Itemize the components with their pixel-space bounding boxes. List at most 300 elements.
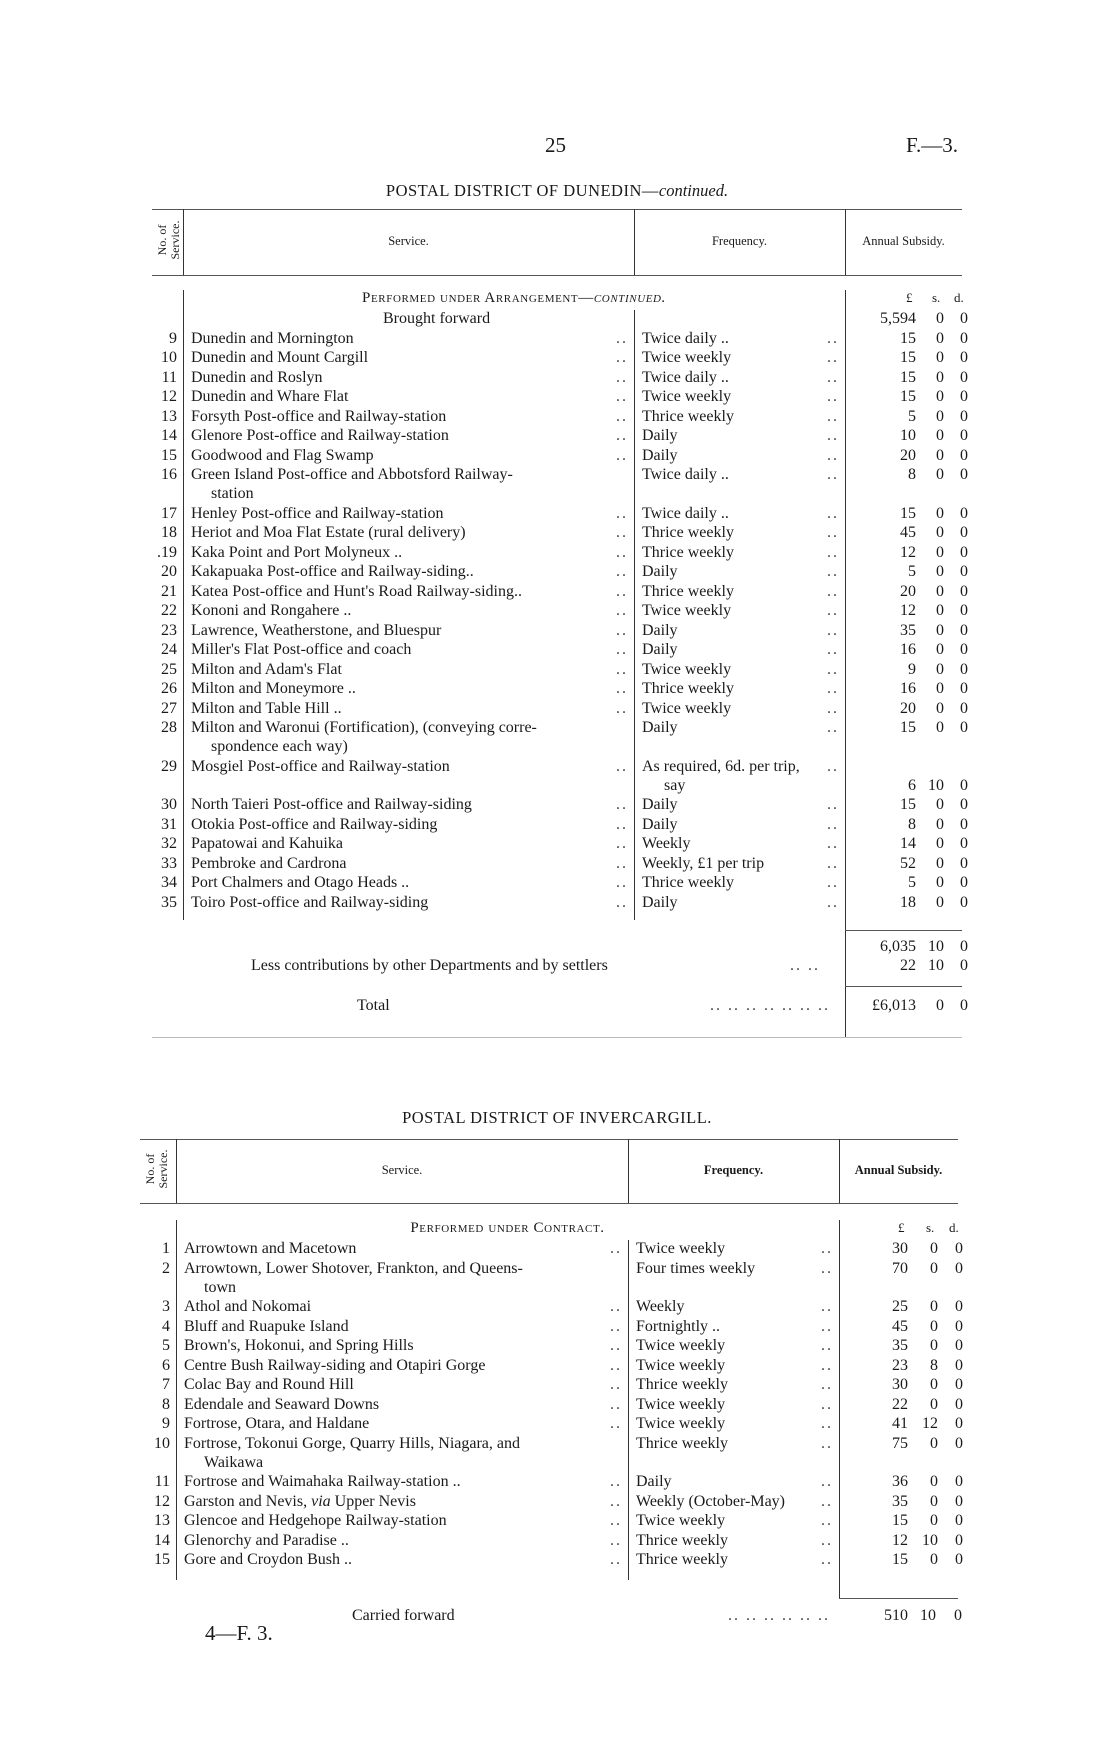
frequency: Twice weekly — [642, 699, 732, 717]
total-rule — [845, 986, 962, 987]
currency-shillings: s. — [926, 1220, 935, 1235]
header-annual-subsidy: Annual Subsidy. — [862, 234, 945, 248]
subsidy-shillings: 8 — [930, 1356, 938, 1374]
leader-dots: .. — [827, 893, 839, 911]
subsidy-shillings: 0 — [936, 563, 944, 580]
column-divider — [176, 1220, 177, 1580]
leader-dots: .. — [616, 582, 628, 600]
leader-dots: .. — [821, 1492, 833, 1510]
leader-dots: .. — [827, 796, 839, 813]
subsidy-shillings: 0 — [936, 466, 944, 483]
subsidy-pounds: 5 — [908, 407, 916, 425]
subsidy-pence: 0 — [955, 1337, 963, 1354]
header-service: Service. — [388, 234, 429, 248]
subsidy-pence: 0 — [955, 1259, 963, 1277]
subsidy-pence: 0 — [960, 660, 968, 678]
service-name — [184, 1493, 416, 1511]
frequency: Four times weekly — [636, 1259, 756, 1277]
service-name — [184, 1260, 523, 1278]
subsidy-pence: 0 — [960, 854, 968, 872]
service-name-text: Kaka Point and Port Molyneux .. — [191, 543, 403, 561]
service-name-continued: town — [204, 1278, 236, 1296]
service-name-text: Papatowai and Kahuika — [191, 835, 343, 852]
service-name-text: Kononi and Rongahere .. — [191, 602, 352, 619]
leader-dots: .. — [827, 388, 839, 405]
subsidy-pounds: 15 — [900, 719, 916, 736]
service-number: 12 — [154, 1492, 170, 1510]
subsidy-shillings: 0 — [930, 1337, 938, 1354]
leader-dots: .. — [610, 1512, 622, 1529]
section-subheading — [183, 290, 845, 307]
leader-dots: .. — [827, 680, 839, 697]
frequency: Twice daily .. — [642, 466, 729, 483]
frequency: Twice daily .. — [642, 368, 729, 386]
leader-dots: .. — [616, 602, 628, 619]
subsidy-pounds: 52 — [900, 854, 916, 872]
service-name-text: Kakapuaka Post-office and Railway-siding.. — [191, 563, 474, 580]
service-name-text: Arrowtown and Macetown — [184, 1240, 357, 1257]
subsidy-pounds: 25 — [892, 1298, 908, 1315]
subsidy-pence: 0 — [955, 1531, 963, 1549]
leader-dots: .. — [827, 466, 839, 483]
header-service: Service. — [381, 1163, 423, 1177]
subsidy-pounds: 70 — [892, 1259, 908, 1277]
subsidy-shillings: 0 — [930, 1492, 938, 1510]
subsidy-shillings: 0 — [936, 815, 944, 833]
frequency: Daily — [636, 1473, 672, 1490]
leader-dots: .. — [616, 563, 628, 580]
service-number: 23 — [161, 621, 177, 639]
service-number: 24 — [161, 641, 177, 658]
service-number: 22 — [161, 602, 177, 619]
frequency: Weekly (October-May) — [636, 1492, 785, 1510]
service-name — [191, 874, 409, 892]
frequency: As required, 6d. per trip, — [642, 757, 800, 775]
leader-dots: .. — [821, 1240, 833, 1257]
subsidy-pence: 0 — [955, 1551, 963, 1568]
frequency: Daily — [642, 446, 678, 464]
leader-dots: .. — [610, 1356, 622, 1374]
service-number: 15 — [161, 446, 177, 464]
service-name-text: Pembroke and Cardrona — [191, 854, 347, 872]
leader-dots: .. — [821, 1512, 833, 1529]
service-name-text: Edendale and Seaward Downs — [184, 1395, 380, 1413]
service-name-text: Miller's Flat Post-office and coach — [191, 641, 412, 658]
subsidy-pounds: 15 — [900, 504, 916, 522]
subsidy-shillings: 0 — [936, 329, 944, 347]
subsidy-shillings: 0 — [936, 835, 944, 852]
service-name-text: Colac Bay and Round Hill — [184, 1376, 354, 1393]
leader-dots: .. — [610, 1298, 622, 1315]
subsidy-pence: 0 — [955, 1395, 963, 1413]
less-contributions-shillings: 10 — [928, 957, 944, 974]
service-number: .19 — [157, 543, 177, 561]
frequency: Twice daily .. — [642, 504, 729, 522]
frequency-continued: say — [664, 776, 686, 794]
column-divider — [845, 290, 846, 1037]
frequency: Thrice weekly — [642, 543, 734, 561]
service-number: 7 — [162, 1376, 170, 1393]
subsidy-pounds: 15 — [900, 796, 916, 813]
subsidy-pence: 0 — [960, 776, 968, 794]
subsidy-pounds: 30 — [892, 1376, 908, 1393]
leader-dots: .. — [616, 660, 628, 678]
subsidy-pounds: 12 — [892, 1531, 908, 1549]
service-name — [184, 1376, 354, 1394]
service-number: 9 — [162, 1415, 170, 1432]
service-name — [184, 1473, 461, 1491]
service-name-italic: via — [311, 1492, 331, 1510]
subsidy-shillings: 0 — [936, 543, 944, 561]
carried-forward-shillings: 10 — [920, 1607, 936, 1624]
service-name-text: Henley Post-office and Railway-station — [191, 504, 444, 522]
service-name-text: Dunedin and Roslyn — [191, 368, 323, 386]
service-name — [191, 894, 428, 912]
brought-forward-shillings: 0 — [936, 310, 944, 327]
subsidy-pence: 0 — [960, 621, 968, 639]
leader-dots: .. — [821, 1298, 833, 1315]
subsidy-pence: 0 — [960, 329, 968, 347]
subsidy-pounds: 30 — [892, 1240, 908, 1257]
frequency: Twice weekly — [642, 660, 732, 678]
subsidy-shillings: 0 — [936, 699, 944, 717]
leader-dots: .. — [827, 524, 839, 541]
leader-dots: .. — [821, 1434, 833, 1452]
subsidy-pence: 0 — [960, 349, 968, 366]
service-number: 4 — [162, 1317, 170, 1335]
frequency: Twice weekly — [636, 1240, 726, 1257]
frequency: Daily — [642, 796, 678, 813]
service-name — [184, 1240, 356, 1258]
section-title-invercargill: POSTAL DISTRICT OF INVERCARGILL. — [402, 1108, 712, 1127]
leader-dots: .. — [616, 680, 628, 697]
service-name-text: Glenore Post-office and Railway-station — [191, 427, 449, 444]
subsidy-shillings: 0 — [936, 582, 944, 600]
service-name-text: Fortrose, Tokonui Gorge, Quarry Hills, Niagara, and — [184, 1434, 520, 1452]
leader-dots: .. — [616, 893, 628, 911]
table-rule-bottom — [152, 1037, 962, 1038]
service-number: 18 — [161, 524, 177, 541]
header-annual-subsidy: Annual Subsidy. — [854, 1163, 943, 1177]
section-subheading — [176, 1220, 839, 1237]
less-contributions-pounds: 22 — [900, 957, 916, 974]
service-number: 13 — [161, 407, 177, 425]
brought-forward-pence: 0 — [960, 310, 968, 327]
service-name-text: Centre Bush Railway-siding and Otapiri Gorge — [184, 1356, 486, 1374]
subsidy-pounds: 20 — [900, 446, 916, 464]
leader-dots: .. — [610, 1415, 622, 1432]
subsidy-pence: 0 — [955, 1376, 963, 1393]
subsidy-shillings: 0 — [936, 854, 944, 872]
frequency: Weekly, £1 per trip — [642, 854, 765, 872]
subsidy-shillings: 0 — [936, 641, 944, 658]
currency-pence: d. — [954, 290, 964, 305]
service-name-text: Dunedin and Mornington — [191, 329, 354, 347]
service-number: 16 — [161, 466, 177, 483]
leader-dots: .. — [827, 641, 839, 658]
table-rule-header — [140, 1203, 958, 1204]
subsidy-pounds: 12 — [900, 543, 916, 561]
subsidy-pounds: 20 — [900, 699, 916, 717]
leader-dots: .. — [827, 349, 839, 366]
subsidy-pounds: 41 — [892, 1415, 908, 1432]
leader-dots: .. — [827, 602, 839, 619]
subheading-text: Performed under Arrangement— — [362, 290, 594, 306]
table-rule-top — [140, 1139, 958, 1140]
service-name-text: Garston and Nevis, — [184, 1492, 312, 1510]
subsidy-shillings: 0 — [936, 446, 944, 464]
column-divider — [183, 290, 184, 920]
service-number: 8 — [162, 1395, 170, 1413]
leader-dots: .. — [821, 1415, 833, 1432]
frequency: Twice weekly — [636, 1395, 726, 1413]
subsidy-shillings: 0 — [936, 349, 944, 366]
frequency: Twice weekly — [642, 388, 732, 405]
service-name — [191, 719, 537, 737]
leader-dots: .. .. .. .. .. .. — [728, 1607, 830, 1624]
leader-dots: .. — [616, 407, 628, 425]
service-name-text: Forsyth Post-office and Railway-station — [191, 407, 447, 425]
leader-dots: .. — [616, 854, 628, 872]
frequency: Thrice weekly — [636, 1531, 728, 1549]
subsidy-pounds: 12 — [900, 602, 916, 619]
service-number: 6 — [162, 1356, 170, 1374]
subsidy-pounds: 15 — [900, 388, 916, 405]
subsidy-pence: 0 — [955, 1492, 963, 1510]
subsidy-shillings: 0 — [936, 796, 944, 813]
subsidy-pence: 0 — [960, 893, 968, 911]
leader-dots: .. — [827, 582, 839, 600]
brought-forward-label: Brought forward — [383, 310, 491, 327]
subsidy-pence: 0 — [960, 719, 968, 736]
frequency: Daily — [642, 815, 678, 833]
currency-pounds: £ — [906, 290, 913, 305]
section-title-dunedin: POSTAL DISTRICT OF DUNEDIN—continued. — [385, 181, 729, 200]
service-name — [191, 447, 374, 465]
leader-dots: .. — [821, 1531, 833, 1549]
frequency: Thrice weekly — [636, 1376, 728, 1393]
leader-dots: .. — [616, 699, 628, 717]
service-number: 14 — [161, 427, 177, 444]
subsidy-pounds: 15 — [900, 368, 916, 386]
service-name — [184, 1396, 379, 1414]
leader-dots: .. — [827, 757, 839, 775]
frequency: Daily — [642, 621, 678, 639]
subsidy-shillings: 10 — [922, 1531, 938, 1549]
service-name-text: Glenorchy and Paradise .. — [184, 1531, 349, 1549]
service-name — [184, 1318, 349, 1336]
subsidy-shillings: 12 — [922, 1415, 938, 1432]
subsidy-shillings: 0 — [936, 524, 944, 541]
subsidy-shillings: 0 — [930, 1512, 938, 1529]
service-number: 30 — [161, 796, 177, 813]
service-name — [191, 758, 450, 776]
service-name — [184, 1415, 369, 1433]
page-number: 25 — [545, 133, 566, 157]
subsidy-pence: 0 — [960, 504, 968, 522]
subsidy-shillings: 0 — [936, 621, 944, 639]
subheading-text: Performed under Contract. — [410, 1220, 605, 1236]
service-name-text: Bluff and Ruapuke Island — [184, 1317, 349, 1335]
leader-dots: .. — [827, 719, 839, 736]
service-name-text: Dunedin and Mount Cargill — [191, 349, 369, 366]
subsidy-pounds: 75 — [892, 1434, 908, 1452]
subsidy-pence: 0 — [955, 1473, 963, 1490]
subsidy-shillings: 0 — [936, 660, 944, 678]
service-number: 17 — [161, 504, 177, 522]
leader-dots: .. — [821, 1337, 833, 1354]
service-name-text: Green Island Post-office and Abbotsford Railway- — [191, 466, 513, 483]
subtotal-pounds: 6,035 — [880, 938, 916, 955]
service-name — [184, 1298, 311, 1316]
subtotal-pence: 0 — [960, 938, 968, 955]
service-number: 3 — [162, 1298, 170, 1315]
service-name-text: Brown's, Hokonui, and Spring Hills — [184, 1337, 414, 1354]
subsidy-pounds: 23 — [892, 1356, 908, 1374]
frequency: Thrice weekly — [642, 874, 734, 891]
total-label: Total — [357, 997, 390, 1014]
frequency: Daily — [642, 563, 678, 580]
service-number: 9 — [169, 329, 177, 347]
subsidy-pence: 0 — [960, 466, 968, 483]
frequency: Daily — [642, 641, 678, 658]
subsidy-shillings: 0 — [930, 1259, 938, 1277]
service-name — [191, 349, 368, 367]
subsidy-pence: 0 — [960, 641, 968, 658]
leader-dots: .. — [610, 1337, 622, 1354]
service-number: 5 — [162, 1337, 170, 1354]
subsidy-pence: 0 — [955, 1434, 963, 1452]
subsidy-shillings: 10 — [928, 776, 944, 794]
leader-dots: .. — [821, 1356, 833, 1374]
leader-dots: .. — [827, 427, 839, 444]
leader-dots: .. — [610, 1492, 622, 1510]
service-name — [191, 622, 441, 640]
leader-dots: .. — [616, 504, 628, 522]
subsidy-pounds: 35 — [892, 1492, 908, 1510]
leader-dots: .. — [616, 874, 628, 891]
subsidy-pounds: 15 — [900, 329, 916, 347]
leader-dots: .. — [827, 621, 839, 639]
leader-dots: .. .. — [790, 957, 820, 974]
service-name-text: Lawrence, Weatherstone, and Bluespur — [191, 621, 442, 639]
service-name-text: Milton and Table Hill .. — [191, 699, 342, 717]
subsidy-shillings: 0 — [930, 1395, 938, 1413]
header-no-of-service: No. of Service. — [143, 1149, 170, 1189]
frequency: Twice daily .. — [642, 329, 729, 347]
leader-dots: .. — [610, 1317, 622, 1335]
subsidy-pence: 0 — [960, 543, 968, 561]
service-name — [191, 388, 348, 406]
leader-dots: .. — [821, 1473, 833, 1490]
service-name-text: Katea Post-office and Hunt's Road Railway-siding.. — [191, 582, 522, 600]
subsidy-shillings: 0 — [936, 388, 944, 405]
footer-code: 4—F. 3. — [205, 1621, 273, 1645]
frequency: Twice weekly — [636, 1512, 726, 1529]
leader-dots: .. — [827, 815, 839, 833]
service-number: 35 — [161, 893, 177, 911]
service-number: 2 — [162, 1259, 170, 1277]
subsidy-shillings: 0 — [930, 1473, 938, 1490]
service-name — [184, 1337, 414, 1355]
service-name — [191, 369, 323, 387]
subsidy-pounds: 6 — [908, 776, 916, 794]
total-pounds: £6,013 — [872, 997, 916, 1014]
subsidy-pounds: 35 — [900, 621, 916, 639]
table-rule-top — [152, 209, 962, 210]
service-name — [191, 330, 354, 348]
service-number: 29 — [161, 757, 177, 775]
service-name-text: Port Chalmers and Otago Heads .. — [191, 874, 410, 891]
service-number: 28 — [161, 719, 177, 736]
subsidy-pence: 0 — [960, 427, 968, 444]
leader-dots: .. — [610, 1551, 622, 1568]
service-name — [191, 544, 402, 562]
carried-forward-rule — [839, 1598, 958, 1599]
frequency: Thrice weekly — [642, 680, 734, 697]
frequency: Twice weekly — [642, 602, 732, 619]
subsidy-pounds: 16 — [900, 641, 916, 658]
leader-dots: .. — [827, 329, 839, 347]
carried-forward-pounds: 510 — [884, 1607, 908, 1624]
service-name — [191, 661, 342, 679]
service-number: 11 — [161, 368, 177, 386]
subsidy-pounds: 45 — [892, 1317, 908, 1335]
service-number: 31 — [161, 815, 177, 833]
service-name-text: Milton and Adam's Flat — [191, 660, 342, 678]
frequency: Thrice weekly — [642, 524, 734, 541]
frequency: Thrice weekly — [636, 1551, 728, 1568]
leader-dots: .. .. .. .. .. .. .. — [710, 997, 830, 1014]
service-name — [191, 816, 437, 834]
service-name-continued: spondence each way) — [211, 738, 348, 755]
subsidy-pence: 0 — [955, 1240, 963, 1257]
service-name — [191, 680, 356, 698]
subsidy-pounds: 20 — [900, 582, 916, 600]
leader-dots: .. — [610, 1531, 622, 1549]
subheading-suffix: continued. — [593, 290, 666, 306]
service-name-text: Milton and Waronui (Fortification), (conveying corre- — [191, 719, 537, 736]
leader-dots: .. — [821, 1551, 833, 1568]
service-name — [191, 855, 347, 873]
service-name-text: Athol and Nokomai — [184, 1298, 312, 1315]
leader-dots: .. — [610, 1473, 622, 1490]
service-number: 26 — [161, 680, 177, 697]
leader-dots: .. — [827, 699, 839, 717]
subsidy-pounds: 36 — [892, 1473, 908, 1490]
subsidy-pence: 0 — [960, 796, 968, 813]
leader-dots: .. — [827, 368, 839, 386]
carried-forward-pence: 0 — [954, 1607, 962, 1624]
subsidy-pence: 0 — [960, 582, 968, 600]
subsidy-pence: 0 — [960, 699, 968, 717]
service-number: 21 — [161, 582, 177, 600]
subsidy-pounds: 35 — [892, 1337, 908, 1354]
leader-dots: .. — [616, 349, 628, 366]
leader-dots: .. — [610, 1240, 622, 1257]
service-name — [191, 700, 342, 718]
subsidy-pence: 0 — [960, 563, 968, 580]
service-name — [184, 1512, 447, 1530]
subsidy-shillings: 0 — [930, 1551, 938, 1568]
service-number: 33 — [161, 854, 177, 872]
subsidy-pounds: 8 — [908, 815, 916, 833]
service-name-rest: Upper Nevis — [330, 1492, 416, 1510]
service-number: 12 — [161, 388, 177, 405]
leader-dots: .. — [616, 388, 628, 405]
subsidy-shillings: 0 — [936, 680, 944, 697]
subsidy-shillings: 0 — [936, 427, 944, 444]
